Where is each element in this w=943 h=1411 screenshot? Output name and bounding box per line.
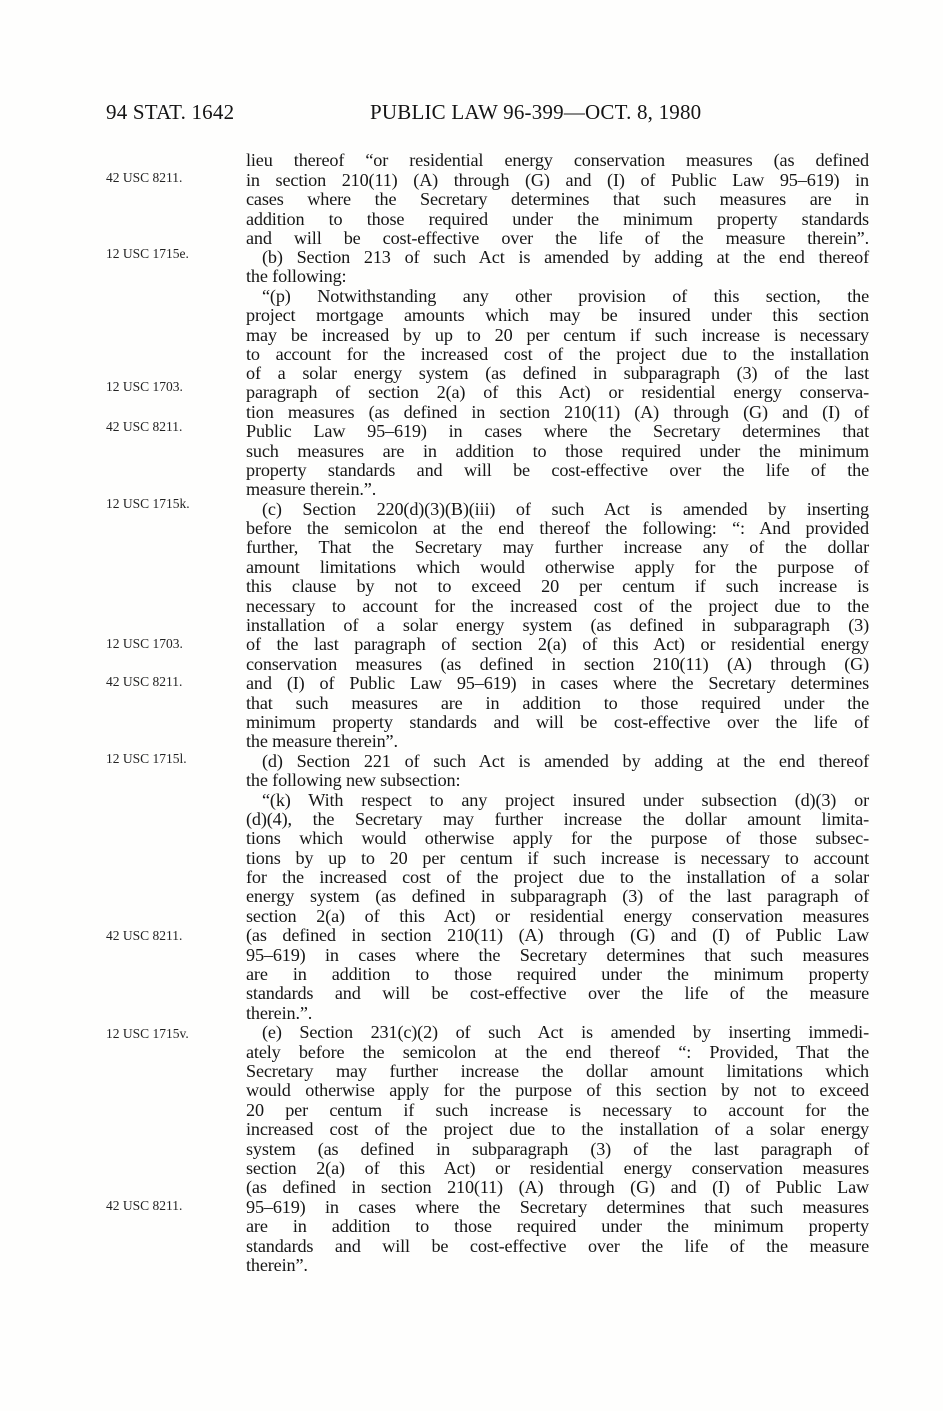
body-text-line: tions which would otherwise apply for the purpose of those subsec-: [246, 828, 869, 848]
body-text-line: (as defined in section 210(11) (A) through (G) and (I) of Public Law: [246, 1177, 869, 1197]
body-text-line: section 2(a) of this Act) or residential energy conservation measures: [246, 1158, 869, 1178]
body-text-line: Secretary may further increase the dollar amount limitations which: [246, 1061, 869, 1081]
margin-note-citation: 12 USC 1715v.: [106, 1026, 189, 1041]
margin-note-citation: 42 USC 8211.: [106, 674, 183, 689]
margin-note-citation: 12 USC 1715e.: [106, 246, 189, 261]
body-text-line: before the semicolon at the end thereof the following: “: And provided: [246, 518, 869, 538]
body-text-line: measure therein.”.: [246, 479, 377, 499]
body-text-line: (b) Section 213 of such Act is amended by adding at the end thereof: [262, 247, 869, 267]
body-text-line: 95–619) in cases where the Secretary determines that such measures: [246, 1197, 869, 1217]
body-text-line: are in addition to those required under the minimum property: [246, 1216, 869, 1236]
body-text-line: ately before the semicolon at the end thereof “: Provided, That the: [246, 1042, 869, 1062]
body-text-line: standards and will be cost-effective over the life of the measure: [246, 983, 869, 1003]
body-text-line: for the increased cost of the project due to the installation of a solar: [246, 867, 869, 887]
body-text-line: such measures are in addition to those required under the minimum: [246, 441, 869, 461]
statute-reference: 94 STAT. 1642: [106, 100, 235, 124]
body-text-line: would otherwise apply for the purpose of this section by not to exceed: [246, 1080, 869, 1100]
body-text-line: 20 per centum if such increase is necessary to account for the: [246, 1100, 869, 1120]
body-text-line: tions by up to 20 per centum if such increase is necessary to account: [246, 848, 869, 868]
body-text-line: therein.”.: [246, 1003, 313, 1023]
margin-note-citation: 12 USC 1715l.: [106, 751, 187, 766]
body-text-line: of the last paragraph of section 2(a) of this Act) or residential energy: [246, 634, 869, 654]
body-text-line: the following new subsection:: [246, 770, 461, 790]
body-text-line: of a solar energy system (as defined in subparagraph (3) of the last: [246, 363, 869, 383]
margin-note-citation: 12 USC 1703.: [106, 636, 183, 651]
body-text-line: conservation measures (as defined in section 210(11) (A) through (G): [246, 654, 869, 674]
body-text-line: (d)(4), the Secretary may further increase the dollar amount limita-: [246, 809, 869, 829]
body-text-line: further, That the Secretary may further increase any of the dollar: [246, 537, 869, 557]
body-text-line: and (I) of Public Law 95–619) in cases where the Secretary determines: [246, 673, 869, 693]
body-text-line: in section 210(11) (A) through (G) and (I) of Public Law 95–619) in: [246, 170, 869, 190]
margin-note-citation: 12 USC 1715k.: [106, 496, 190, 511]
margin-note-citation: 12 USC 1703.: [106, 379, 183, 394]
body-text-line: the measure therein”.: [246, 731, 398, 751]
body-text-line: and will be cost-effective over the life of the measure therein”.: [246, 228, 869, 248]
body-text-line: the following:: [246, 266, 347, 286]
body-text-line: addition to those required under the minimum property standards: [246, 209, 869, 229]
body-text-line: section 2(a) of this Act) or residential energy conservation measures: [246, 906, 869, 926]
body-text-line: standards and will be cost-effective over the life of the measure: [246, 1236, 869, 1256]
body-text-line: increased cost of the project due to the installation of a solar energy: [246, 1119, 869, 1139]
body-text-line: (d) Section 221 of such Act is amended by adding at the end thereof: [262, 751, 869, 771]
margin-note-citation: 42 USC 8211.: [106, 1198, 183, 1213]
body-text-line: that such measures are in addition to those required under the: [246, 693, 869, 713]
body-text-line: “(k) With respect to any project insured under subsection (d)(3) or: [262, 790, 869, 810]
body-text-line: installation of a solar energy system (as defined in subparagraph (3): [246, 615, 869, 635]
body-text-line: (e) Section 231(c)(2) of such Act is amended by inserting immedi-: [262, 1022, 869, 1042]
body-text-line: system (as defined in subparagraph (3) of the last paragraph of: [246, 1139, 869, 1159]
margin-note-citation: 42 USC 8211.: [106, 928, 183, 943]
body-text-line: (c) Section 220(d)(3)(B)(iii) of such Act is amended by inserting: [262, 499, 869, 519]
body-text-line: (as defined in section 210(11) (A) through (G) and (I) of Public Law: [246, 925, 869, 945]
body-text-line: may be increased by up to 20 per centum if such increase is necessary: [246, 325, 869, 345]
body-text-line: energy system (as defined in subparagraph (3) of the last paragraph of: [246, 886, 869, 906]
body-text-line: this clause by not to exceed 20 per centum if such increase is: [246, 576, 869, 596]
body-text-line: amount limitations which would otherwise apply for the purpose of: [246, 557, 869, 577]
law-title: PUBLIC LAW 96-399—OCT. 8, 1980: [370, 100, 702, 124]
margin-note-citation: 42 USC 8211.: [106, 170, 183, 185]
margin-note-citation: 42 USC 8211.: [106, 419, 183, 434]
body-text-line: necessary to account for the increased cost of the project due to the: [246, 596, 869, 616]
body-text-line: property standards and will be cost-effective over the life of the: [246, 460, 869, 480]
body-text-line: paragraph of section 2(a) of this Act) or residential energy conserva-: [246, 382, 869, 402]
body-text-line: minimum property standards and will be cost-effective over the life of: [246, 712, 869, 732]
body-text-line: to account for the increased cost of the project due to the installation: [246, 344, 869, 364]
body-text-line: cases where the Secretary determines that such measures are in: [246, 189, 869, 209]
body-text-line: therein”.: [246, 1255, 308, 1275]
body-text-line: tion measures (as defined in section 210(11) (A) through (G) and (I) of: [246, 402, 869, 422]
body-text-line: Public Law 95–619) in cases where the Secretary determines that: [246, 421, 869, 441]
body-text-line: 95–619) in cases where the Secretary determines that such measures: [246, 945, 869, 965]
body-text-line: “(p) Notwithstanding any other provision of this section, the: [262, 286, 869, 306]
body-text-line: project mortgage amounts which may be insured under this section: [246, 305, 869, 325]
body-text-line: lieu thereof “or residential energy conservation measures (as defined: [246, 150, 869, 170]
body-text-line: are in addition to those required under the minimum property: [246, 964, 869, 984]
